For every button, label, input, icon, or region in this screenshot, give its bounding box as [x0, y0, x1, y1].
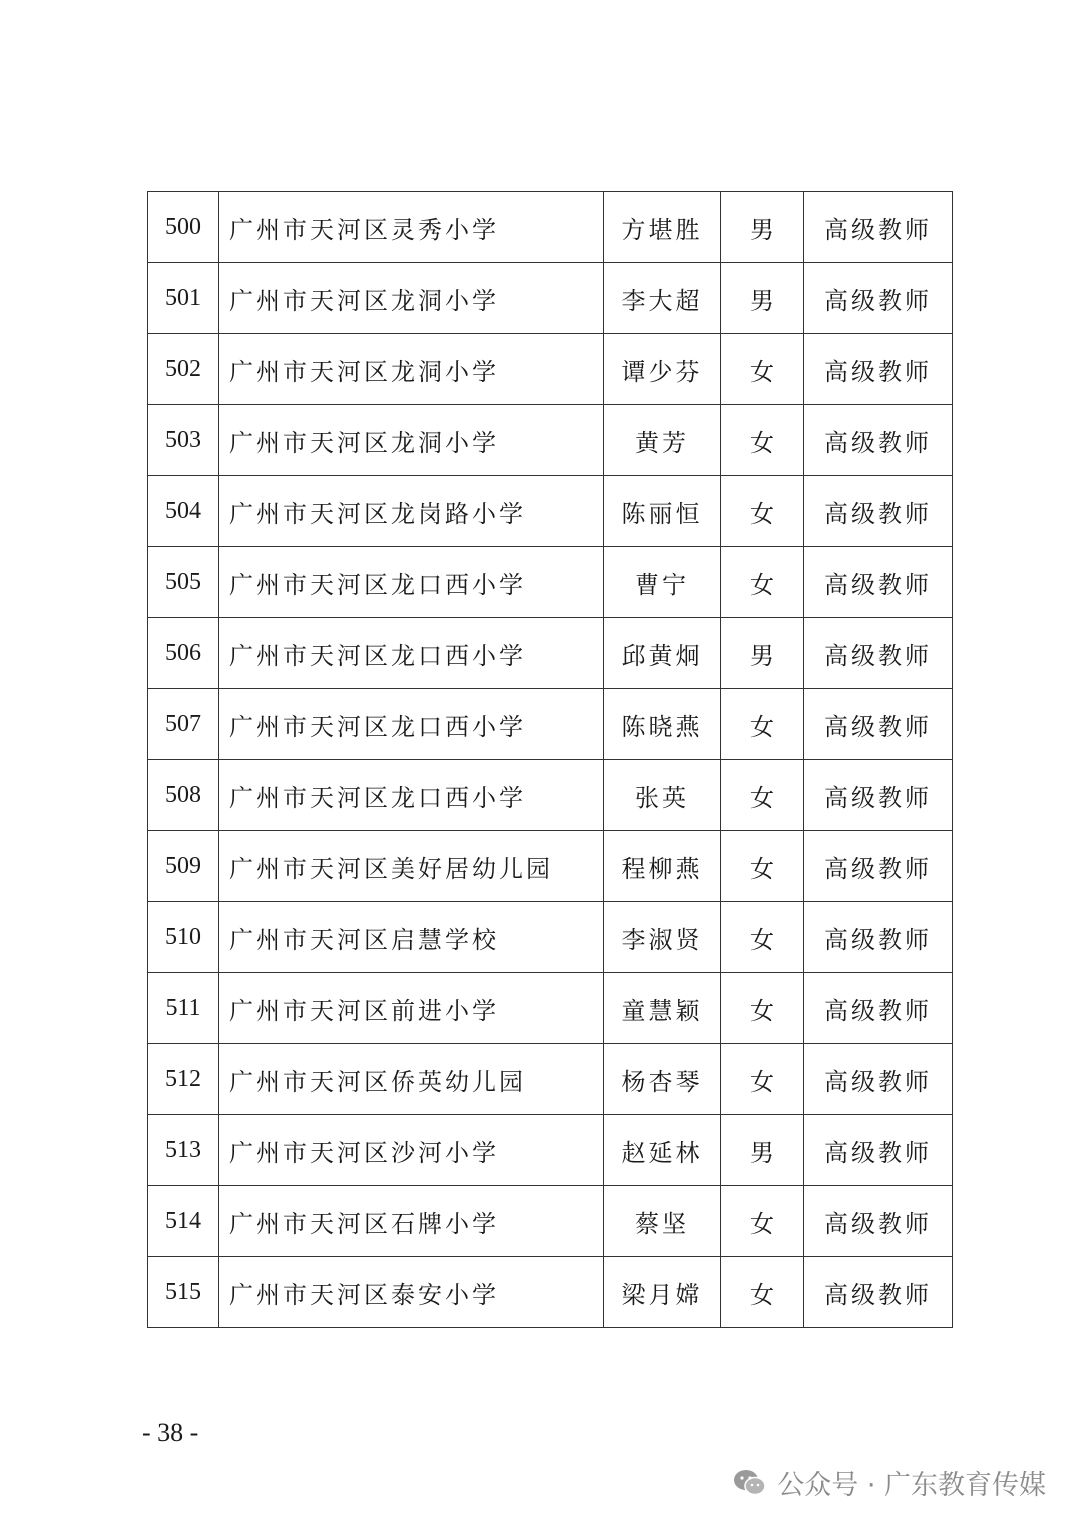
school-name-cell: 广州市天河区龙洞小学 — [219, 334, 604, 405]
school-name-cell: 广州市天河区美好居幼儿园 — [219, 831, 604, 902]
row-number-cell: 512 — [148, 1044, 219, 1115]
teacher-name-cell: 梁月嫦 — [604, 1257, 721, 1328]
row-number-cell: 508 — [148, 760, 219, 831]
gender-cell: 男 — [721, 618, 804, 689]
wechat-icon — [733, 1468, 767, 1498]
school-name-cell: 广州市天河区前进小学 — [219, 973, 604, 1044]
row-number-cell: 501 — [148, 263, 219, 334]
row-number-cell: 504 — [148, 476, 219, 547]
gender-cell: 女 — [721, 334, 804, 405]
page-number: - 38 - — [142, 1418, 199, 1447]
row-number-cell: 500 — [148, 192, 219, 263]
gender-cell: 女 — [721, 476, 804, 547]
row-number-cell: 502 — [148, 334, 219, 405]
table-row — [148, 1044, 953, 1115]
gender-cell: 女 — [721, 547, 804, 618]
table-row — [148, 973, 953, 1044]
gender-cell: 女 — [721, 760, 804, 831]
job-title-cell: 高级教师 — [804, 618, 953, 689]
table-row — [148, 1186, 953, 1257]
job-title-cell: 高级教师 — [804, 1044, 953, 1115]
row-number-cell: 514 — [148, 1186, 219, 1257]
table-row — [148, 405, 953, 476]
table-row — [148, 547, 953, 618]
gender-cell: 女 — [721, 1257, 804, 1328]
school-name-cell: 广州市天河区龙岗路小学 — [219, 476, 604, 547]
table-row — [148, 476, 953, 547]
job-title-cell: 高级教师 — [804, 476, 953, 547]
job-title-cell: 高级教师 — [804, 547, 953, 618]
school-name-cell: 广州市天河区龙洞小学 — [219, 263, 604, 334]
school-name-cell: 广州市天河区龙口西小学 — [219, 618, 604, 689]
gender-cell: 男 — [721, 192, 804, 263]
gender-cell: 女 — [721, 1186, 804, 1257]
watermark — [733, 1463, 1046, 1502]
teacher-name-cell: 李大超 — [604, 263, 721, 334]
gender-cell: 女 — [721, 1044, 804, 1115]
school-name-cell: 广州市天河区启慧学校 — [219, 902, 604, 973]
job-title-cell: 高级教师 — [804, 831, 953, 902]
row-number-cell: 515 — [148, 1257, 219, 1328]
school-name-cell: 广州市天河区侨英幼儿园 — [219, 1044, 604, 1115]
school-name-cell: 广州市天河区龙洞小学 — [219, 405, 604, 476]
teacher-name-cell: 蔡坚 — [604, 1186, 721, 1257]
teacher-roster-table — [147, 191, 953, 1328]
teacher-name-cell: 程柳燕 — [604, 831, 721, 902]
table-row — [148, 192, 953, 263]
gender-cell: 女 — [721, 831, 804, 902]
table-row — [148, 760, 953, 831]
table-row — [148, 334, 953, 405]
table-row — [148, 618, 953, 689]
job-title-cell: 高级教师 — [804, 1257, 953, 1328]
job-title-cell: 高级教师 — [804, 405, 953, 476]
teacher-name-cell: 陈丽恒 — [604, 476, 721, 547]
job-title-cell: 高级教师 — [804, 760, 953, 831]
table-row — [148, 1115, 953, 1186]
roster-body — [148, 192, 953, 1328]
job-title-cell: 高级教师 — [804, 334, 953, 405]
school-name-cell: 广州市天河区龙口西小学 — [219, 689, 604, 760]
teacher-name-cell: 谭少芬 — [604, 334, 721, 405]
gender-cell: 女 — [721, 405, 804, 476]
row-number-cell: 507 — [148, 689, 219, 760]
school-name-cell: 广州市天河区石牌小学 — [219, 1186, 604, 1257]
school-name-cell: 广州市天河区灵秀小学 — [219, 192, 604, 263]
gender-cell: 女 — [721, 902, 804, 973]
teacher-name-cell: 黄芳 — [604, 405, 721, 476]
row-number-cell: 510 — [148, 902, 219, 973]
row-number-cell: 505 — [148, 547, 219, 618]
teacher-name-cell: 邱黄炯 — [604, 618, 721, 689]
job-title-cell: 高级教师 — [804, 263, 953, 334]
teacher-name-cell: 方堪胜 — [604, 192, 721, 263]
job-title-cell: 高级教师 — [804, 192, 953, 263]
table-row — [148, 902, 953, 973]
school-name-cell: 广州市天河区泰安小学 — [219, 1257, 604, 1328]
table-row — [148, 1257, 953, 1328]
gender-cell: 男 — [721, 263, 804, 334]
gender-cell: 女 — [721, 689, 804, 760]
job-title-cell: 高级教师 — [804, 902, 953, 973]
row-number-cell: 509 — [148, 831, 219, 902]
job-title-cell: 高级教师 — [804, 689, 953, 760]
watermark-text: 公众号 · 广东教育传媒 — [777, 1470, 1046, 1501]
teacher-name-cell: 张英 — [604, 760, 721, 831]
table-row — [148, 263, 953, 334]
job-title-cell: 高级教师 — [804, 1186, 953, 1257]
teacher-name-cell: 李淑贤 — [604, 902, 721, 973]
school-name-cell: 广州市天河区龙口西小学 — [219, 760, 604, 831]
school-name-cell: 广州市天河区龙口西小学 — [219, 547, 604, 618]
row-number-cell: 506 — [148, 618, 219, 689]
teacher-name-cell: 童慧颖 — [604, 973, 721, 1044]
job-title-cell: 高级教师 — [804, 1115, 953, 1186]
teacher-name-cell: 杨杏琴 — [604, 1044, 721, 1115]
gender-cell: 男 — [721, 1115, 804, 1186]
teacher-name-cell: 陈晓燕 — [604, 689, 721, 760]
school-name-cell: 广州市天河区沙河小学 — [219, 1115, 604, 1186]
job-title-cell: 高级教师 — [804, 973, 953, 1044]
row-number-cell: 503 — [148, 405, 219, 476]
row-number-cell: 511 — [148, 973, 219, 1044]
table-row — [148, 689, 953, 760]
teacher-name-cell: 曹宁 — [604, 547, 721, 618]
teacher-name-cell: 赵延林 — [604, 1115, 721, 1186]
gender-cell: 女 — [721, 973, 804, 1044]
row-number-cell: 513 — [148, 1115, 219, 1186]
table-row — [148, 831, 953, 902]
